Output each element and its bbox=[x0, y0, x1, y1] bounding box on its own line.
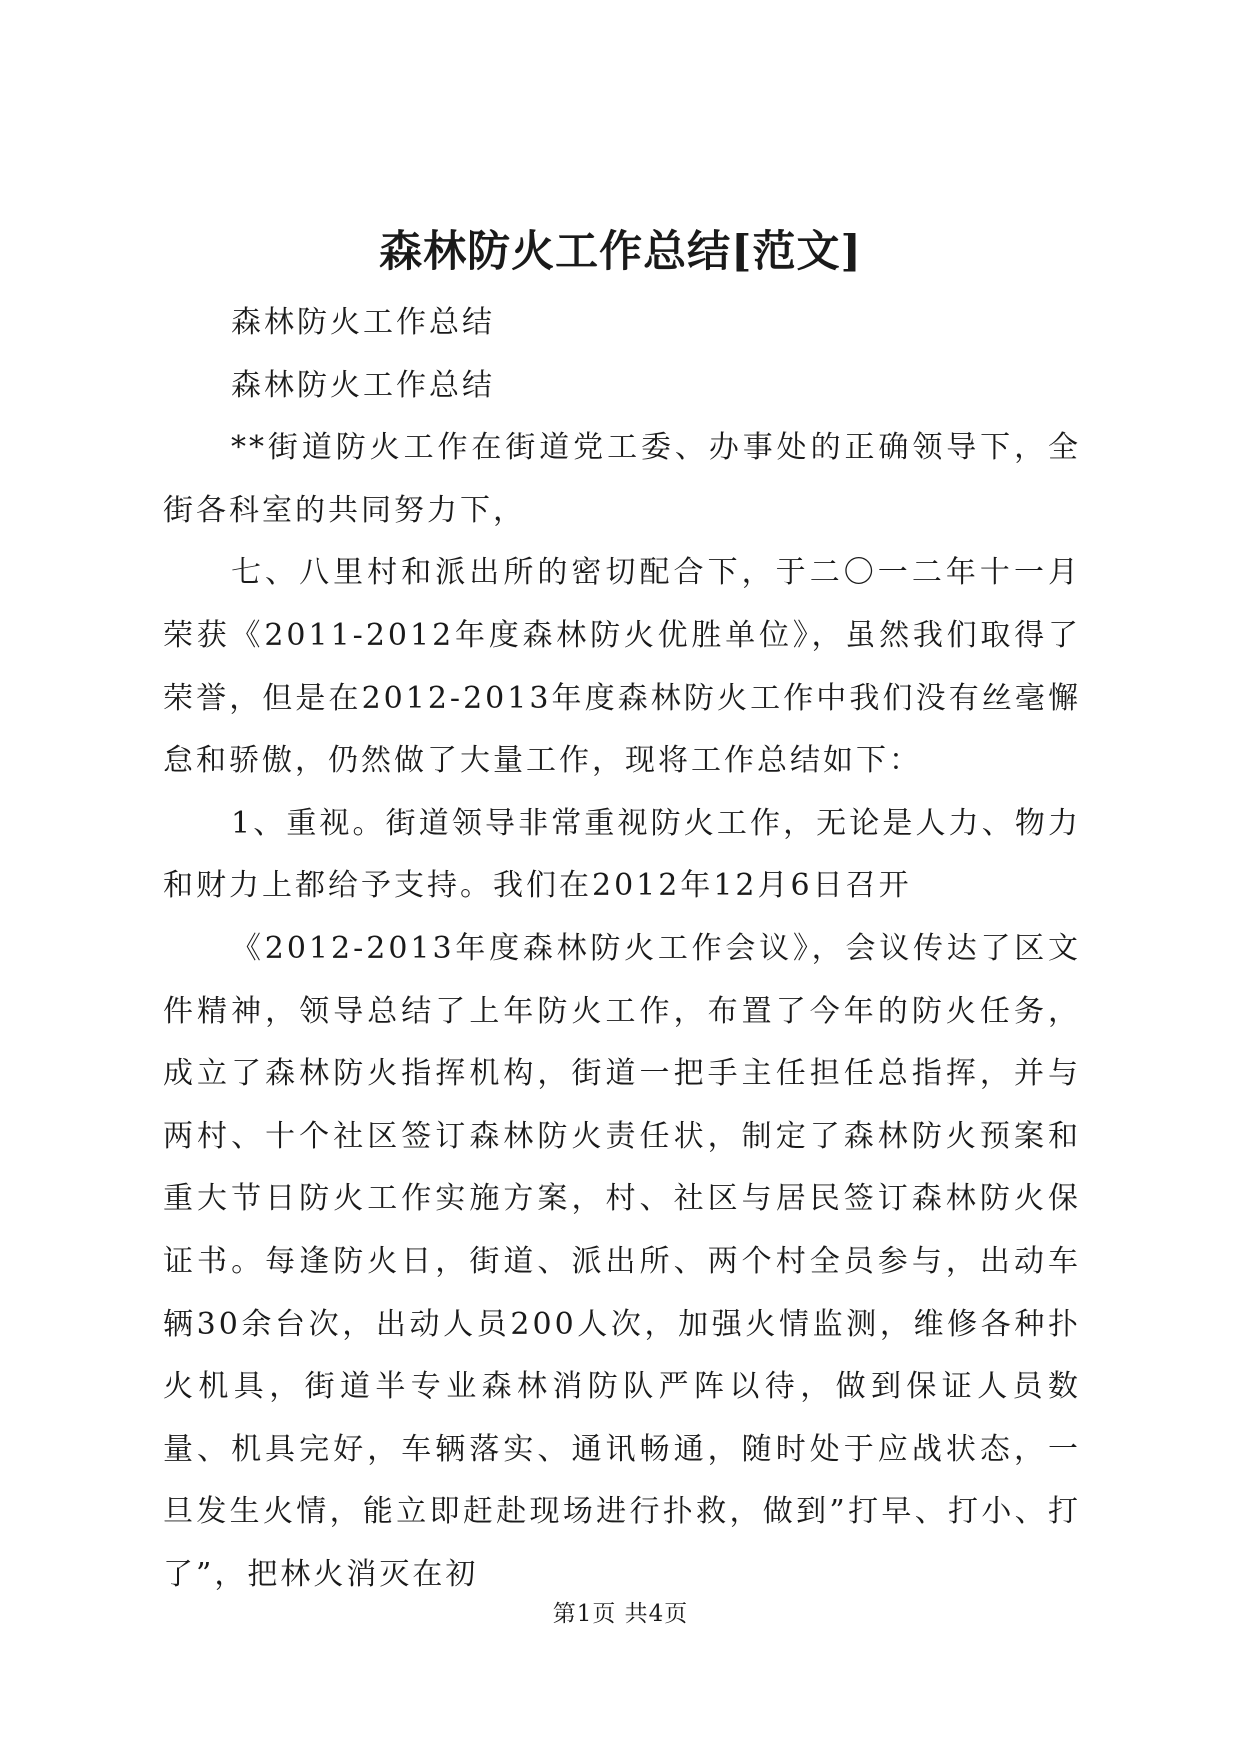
document-title: 森林防火工作总结[范文] bbox=[379, 227, 862, 277]
document-body bbox=[163, 292, 1081, 1606]
paragraph-heading-1: 森林防火工作总结 bbox=[231, 305, 495, 340]
paragraph-honor: 七、八里村和派出所的密切配合下，于二〇一二年十一月荣获《2011-2012年度森林防火优胜单位》，虽然我们取得了荣誉，但是在2012-2013年度森林防火工作中我们没有丝毫懈怠和骄傲，仍然做了大量工作，现将工作总结如下： bbox=[163, 555, 1081, 779]
page-number-footer: 第1页 共4页 bbox=[552, 1601, 689, 1627]
paragraph-intro: **街道防火工作在街道党工委、办事处的正确领导下，全街各科室的共同努力下， bbox=[163, 430, 1081, 528]
paragraph-heading-2: 森林防火工作总结 bbox=[231, 367, 495, 403]
paragraph-point-1: 1、重视。街道领导非常重视防火工作，无论是人力、物力和财力上都给予支持。我们在2012年12月6日召开 bbox=[163, 805, 1081, 904]
paragraph-meeting: 《2012-2013年度森林防火工作会议》，会议传达了区文件精神，领导总结了上年防火工作，布置了今年的防火任务，成立了森林防火指挥机构，街道一把手主任担任总指挥，并与两村、十个社区签订森林防火责任状，制定了森林防火预案和重大节日防火工作实施方案，村、社区与居民签订森林防火保证书。每逢防火日，街道、派出所、两个村全员参与，出动车辆30余台次，出动人员200人次，加强火情监测，维修各种扑火机具，街道半专业森林消防队严阵以待，做到保证人员数量、机具完好，车辆落实、通讯畅通，随时处于应战状态，一旦发生火情，能立即赶赴现场进行扑救，做到”打早、打小、打了”，把林火消灭在初 bbox=[163, 930, 1081, 1592]
